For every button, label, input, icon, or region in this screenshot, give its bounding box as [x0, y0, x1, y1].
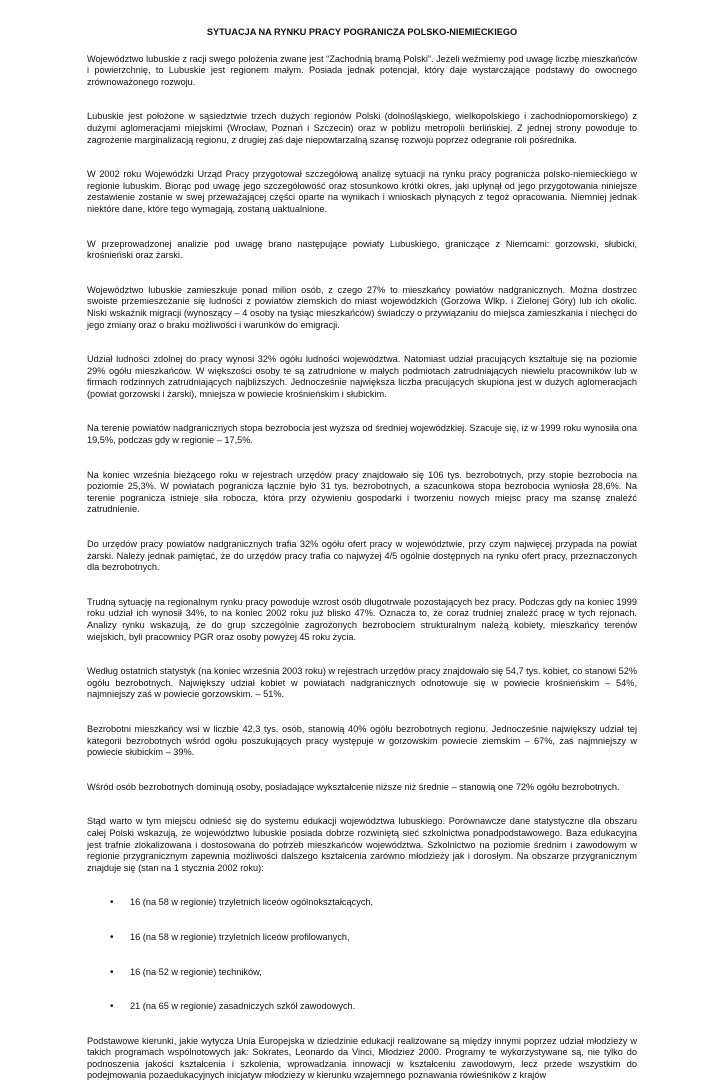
list-item	[87, 897, 637, 909]
list-item	[87, 932, 637, 944]
document-title: SYTUACJA NA RYNKU PRACY POGRANICZA POLSKO-NIEMIECKIEGO	[206, 27, 518, 37]
list-item-text: 16 (na 58 w regionie) trzyletnich liceów ogólnokształcących,	[130, 897, 374, 908]
bullet-icon: •	[110, 1001, 114, 1013]
list-item	[87, 1001, 637, 1013]
paragraph: Województwo lubuskie z racji swego położenia zwane jest “Zachodnią bramą Polski”. Jeżeli weźmiemy pod uwagę liczbę mieszkańców i powierzchnię, to Lubuskie jest regionem małym. Posiada jednak potencjał, który daje wystarczające podstawy do owocnego zrównoważonego rozwoju.	[87, 53, 637, 87]
paragraph-list-after	[87, 1036, 637, 1082]
list-item-text: 16 (na 58 w regionie) trzyletnich liceów profilowanych,	[130, 931, 350, 942]
paragraph: Trudną sytuację na regionalnym rynku pracy powoduje wzrost osób długotrwale pozostających bez pracy. Podczas gdy na koniec 1999 roku udział ich wynosił 34%, to na koniec 2002 roku już blisko 47%. Oznacza to, że coraz trudniej znaleźć pracę w tych rejonach. Analizy rynku wskazują, że do grup szczególnie zagrożonych bezrobociem strukturalnym należą kobiety, mieszkańcy terenów wiejskich, byli pracownicy PGR oraz osoby powyżej 45 roku życia.	[87, 596, 637, 642]
paragraph: W 2002 roku Wojewódzki Urząd Pracy przygotował szczegółową analizę sytuacji na rynku pracy pogranicza polsko-niemieckiego w regionie lubuskim. Biorąc pod uwagę jego szczegółowość oraz stosunkowo krótki okres, jaki upłynął od jego przygotowania niniejsze zestawienie zostanie w swej przeważającej części oparte na wynikach i wnioskach płynących z tegoż opracowania. Niemniej jednak niektóre dane, które tego wymagają, zostaną uaktualnione.	[87, 169, 637, 214]
list-item-text: 16 (na 52 w regionie) techników,	[130, 966, 262, 977]
bullet-icon: •	[110, 966, 114, 978]
paragraph-list-before	[87, 54, 637, 875]
paragraph: Lubuskie jest położone w sąsiedztwie trzech dużych regionów Polski (dolnośląskiego, wielkopolskiego i zachodniopomorskiego) z dużymi aglomeracjami miejskimi (Wrocław, Poznań i Szczecin) oraz w pobliżu metropolii berlińskiej. Z jednej strony powoduje to zagrożenie marginalizacją regionu, z drugiej zaś daje niepowtarzalną szansę rozwoju poprzez odegranie roli pośrednika.	[87, 111, 637, 145]
paragraph: Wśród osób bezrobotnych dominują osoby, posiadające wykształcenie niższe niż średnie – stanowią one 72% ogółu bezrobotnych.	[87, 781, 620, 792]
paragraph: Województwo lubuskie zamieszkuje ponad milion osób, z czego 27% to mieszkańcy powiatów nadgranicznych. Można dostrzec swoiste przemieszczanie się ludności z powiatów ziemskich do miast wojewódzkich (Gorzowa Wlkp. i Zielonej Góry) lub ich okolic. Niski wskaźnik migracji (wynoszący – 4 osoby na tysiąc mieszkańców) świadczy o przywiązaniu do miejsca zamieszkania i niechęci do jego zmiany oraz o braku możliwości i warunków do emigracji.	[87, 284, 637, 330]
bullet-icon: •	[110, 931, 114, 943]
school-list	[87, 897, 637, 1012]
paragraph: W przeprowadzonej analizie pod uwagę brano następujące powiaty Lubuskiego, graniczące z Niemcami: gorzowski, słubicki, krośnieński oraz żarski.	[87, 238, 637, 261]
paragraph: Udział ludności zdolnej do pracy wynosi 32% ogółu ludności województwa. Natomiast udział pracujących kształtuje się na poziomie 29% ogółu mieszkańców. W większości osoby te są zatrudnione w małych podmiotach zatrudniających niewielu pracowników lub w firmach rodzinnych zatrudniających najbliższych. Jednocześnie największa liczba pracujących skupiona jest w dużych aglomeracjach (powiat gorzowski i żarski), mniejsza w powiecie krośnieńskim i słubickim.	[87, 354, 637, 399]
paragraph: Do urzędów pracy powiatów nadgranicznych trafia 32% ogółu ofert pracy w województwie, przy czym najwięcej przypada na powiat żarski. Należy jednak pamiętać, że do urzędów pracy trafia co najwyżej 4/5 ogólnie dostępnych na rynku ofert pracy, przeznaczonych dla bezrobotnych.	[87, 539, 637, 573]
paragraph: Na terenie powiatów nadgranicznych stopa bezrobocia jest wyższa od średniej wojewódzkiej. Szacuje się, iż w 1999 roku wynosiła ona 19,5%, podczas gdy w regionie – 17,5%.	[87, 423, 637, 446]
list-item-text: 21 (na 65 w regionie) zasadniczych szkół zawodowych.	[130, 1001, 356, 1012]
paragraph: Według ostatnich statystyk (na koniec września 2003 roku) w rejestrach urzędów pracy znajdowało się 54,7 tys. kobiet, co stanowi 52% ogółu bezrobotnych. Największy udział kobiet w powiatach nadgranicznych odnotowuje się w powiecie krośnieńskim – 54%, najmniejszy zaś w powiecie gorzowskim. – 51%.	[87, 666, 637, 700]
paragraph: Bezrobotni mieszkańcy wsi w liczbie 42,3 tys. osób, stanowią 40% ogółu bezrobotnych regionu. Jednocześnie największy udział tej kategorii bezrobotnych wśród ogółu poszukujących pracy występuje w gorzowskim powiecie ziemskim – 67%, zaś najmniejszy w powiecie słubickim – 39%.	[87, 723, 637, 758]
list-item	[87, 967, 637, 979]
bullet-icon: •	[110, 897, 114, 909]
paragraph: Podstawowe kierunki, jakie wytycza Unia Europejska w dziedzinie edukacji realizowane są między innymi poprzez udział młodzieży w takich programach wspólnotowych jak: Sokrates, Leonardo da Vinci, Młodzież 2000. Programy te wykorzystywane są, nie tylko do podnoszenia jakości kształcenia i szkolenia, wprowadzania innowacji w kształceniu zawodowym, lecz przede wszystkim do podejmowania pozaedukacyjnych inicjatyw młodzieży w kierunku wzajemnego poznawania rówieśników z krajów	[87, 1035, 637, 1081]
paragraph: Stąd warto w tym miejscu odnieść się do systemu edukacji województwa lubuskiego. Porównawcze dane statystyczne dla obszaru całej Polski wskazują, że województwo lubuskie posiada dobrze rozwiniętą sieć szkolnictwa ponadpodstawowego. Baza edukacyjna jest trafnie zlokalizowana i dostosowana do potrzeb mieszkańców województwa. Szkolnictwo na poziomie średnim i zawodowym w regionie przygranicznym zapewnia możliwości dalszego kształcenia zarówno młodzieży jak i dorosłym. Na obszarze przygranicznym znajduje się (stan na 1 stycznia 2002 roku):	[87, 816, 637, 873]
paragraph: Na koniec września bieżącego roku w rejestrach urzędów pracy znajdowało się 106 tys. bezrobotnych, przy stopie bezrobocia na poziomie 25,3%. W powiatach pogranicza łącznie było 31 tys. bezrobotnych, a szacunkowa stopa bezrobocia wyniosła 28,6%. Na terenie pogranicza istnieje siła robocza, która przy ożywieniu gospodarki i tworzeniu nowych miejsc pracy ma szansę znaleźć zatrudnienie.	[87, 469, 637, 515]
